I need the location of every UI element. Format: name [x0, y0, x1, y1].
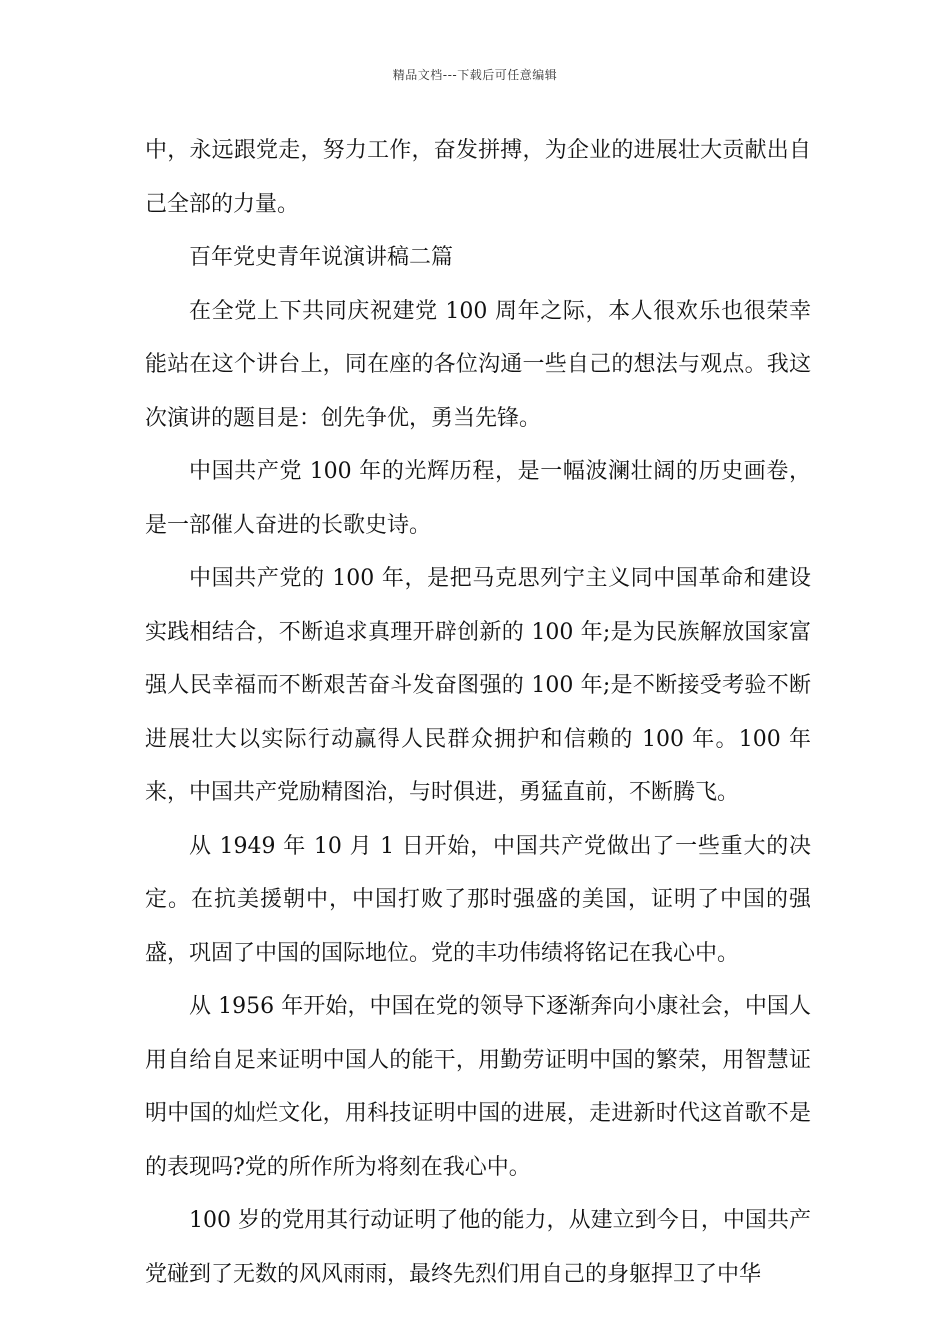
section-title: 百年党史青年说演讲稿二篇 — [189, 245, 454, 270]
paragraph-continuation: 中，永远跟党走，努力工作，奋发拼搏，为企业的进展壮大贡献出自己全部的力量。 — [145, 138, 811, 217]
paragraph: 中国共产党的 100 年，是把马克思列宁主义同中国革命和建设实践相结合，不断追求真理开辟创新的 100 年;是为民族解放国家富强人民幸福而不断艰苦奋斗发奋图强的 100 年;是不断接受考验不断进展壮大以实际行动赢得人民群众拥护和信赖的 100 年。100 年来，中国共产党励精图治，与时俱进，勇猛直前，不断腾飞。 — [145, 566, 811, 805]
paragraph: 在全党上下共同庆祝建党 100 周年之际，本人很欢乐也很荣幸能站在这个讲台上，同在座的各位沟通一些自己的想法与观点。我这次演讲的题目是：创先争优，勇当先锋。 — [145, 298, 811, 431]
page-header: 精品文档---下载后可任意编辑 — [392, 68, 558, 82]
document-body — [145, 124, 811, 1301]
paragraph: 100 岁的党用其行动证明了他的能力，从建立到今日，中国共产党碰到了无数的风风雨雨，最终先烈们用自己的身躯捍卫了中华 — [145, 1208, 811, 1287]
paragraph: 从 1956 年开始，中国在党的领导下逐渐奔向小康社会，中国人用自给自足来证明中国人的能干，用勤劳证明中国的繁荣，用智慧证明中国的灿烂文化，用科技证明中国的进展，走进新时代这首歌不是的表现吗?党的所作所为将刻在我心中。 — [145, 994, 811, 1180]
paragraph: 中国共产党 100 年的光辉历程，是一幅波澜壮阔的历史画卷，是一部催人奋进的长歌史诗。 — [145, 459, 811, 538]
paragraph: 从 1949 年 10 月 1 日开始，中国共产党做出了一些重大的决定。在抗美援朝中，中国打败了那时强盛的美国，证明了中国的强盛，巩固了中国的国际地位。党的丰功伟绩将铭记在我心中。 — [145, 833, 811, 966]
